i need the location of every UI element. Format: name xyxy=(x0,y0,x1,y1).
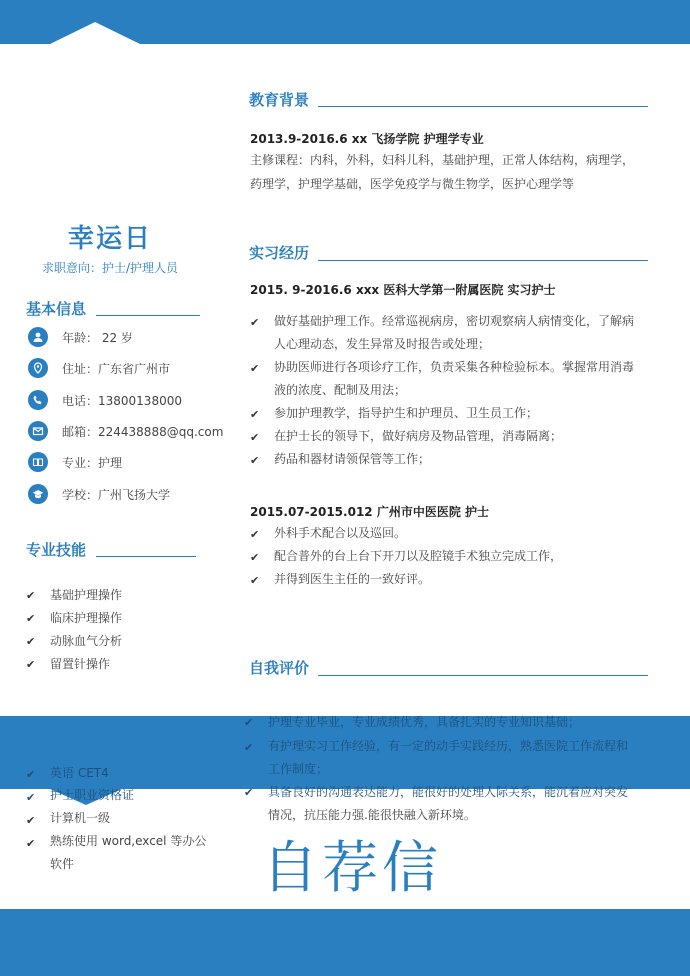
check-icon: ✔ xyxy=(26,589,36,602)
other-skill-item: 英语 CET4 xyxy=(50,766,109,780)
internship-line: 参加护理教学，指导护生和护理员、卫生员工作； xyxy=(274,406,539,420)
location-icon xyxy=(28,358,48,378)
info-address xyxy=(28,357,170,379)
check-icon: ✔ xyxy=(250,362,260,375)
info-age-text: 年龄： 22 岁 xyxy=(62,330,133,345)
check-icon: ✔ xyxy=(244,716,254,729)
self-eval-line: 工作制度； xyxy=(268,762,329,776)
check-icon: ✔ xyxy=(26,791,36,804)
check-icon: ✔ xyxy=(26,658,36,671)
internship-line: 外科手术配合以及巡回。 xyxy=(274,526,407,540)
check-icon: ✔ xyxy=(250,551,260,564)
graduation-cap-icon xyxy=(28,484,48,504)
footer-band xyxy=(0,909,690,976)
basic-info-title: 基本信息 xyxy=(26,300,87,318)
self-eval-title: 自我评价 xyxy=(249,659,310,677)
internship-line: 液的浓度、配制及用法； xyxy=(274,383,407,397)
candidate-name: 幸运日 xyxy=(67,224,152,254)
check-icon: ✔ xyxy=(26,635,36,648)
internship-divider xyxy=(318,260,648,261)
education-title: 教育背景 xyxy=(249,91,310,109)
info-phone-text: 电话：13800138000 xyxy=(62,393,182,408)
info-major-text: 专业：护理 xyxy=(62,455,123,470)
info-age xyxy=(28,326,133,348)
check-icon: ✔ xyxy=(250,528,260,541)
skills-title: 专业技能 xyxy=(26,541,87,559)
internship-line: 配合普外的台上台下开刀以及腔镜手术独立完成工作， xyxy=(274,549,563,563)
check-icon: ✔ xyxy=(244,786,254,799)
skill-item: 临床护理操作 xyxy=(50,611,123,625)
info-email-text: 邮箱：224438888@qq.com xyxy=(62,424,224,439)
info-school xyxy=(28,483,170,505)
other-skill-item: 熟练使用 word,excel 等办公 xyxy=(50,834,207,848)
user-icon xyxy=(28,327,48,347)
check-icon: ✔ xyxy=(250,454,260,467)
education-courses-line: 药理学，护理学基础，医学免疫学与微生物学，医护心理学等 xyxy=(250,177,575,191)
self-eval-line: 情况，抗压能力强.能很快融入新环境。 xyxy=(268,808,476,822)
skills-divider xyxy=(96,556,196,557)
info-phone xyxy=(28,389,182,411)
internship-entry-head: 2015.07-2015.012 广州市中医医院 护士 xyxy=(250,505,489,519)
check-icon: ✔ xyxy=(250,316,260,329)
self-eval-divider xyxy=(318,675,648,676)
basic-info-divider xyxy=(96,315,200,316)
check-icon: ✔ xyxy=(26,612,36,625)
self-eval-line: 护理专业毕业，专业成绩优秀，具备扎实的专业知识基础； xyxy=(268,715,581,729)
other-skill-item: 软件 xyxy=(50,857,75,871)
self-eval-line: 有护理实习工作经验，有一定的动手实践经历，熟悉医院工作流程和 xyxy=(268,739,629,753)
skill-item: 留置针操作 xyxy=(50,657,111,671)
internship-line: 协助医师进行各项诊疗工作，负责采集各种检验标本。掌握常用消毒 xyxy=(274,360,635,374)
check-icon: ✔ xyxy=(250,431,260,444)
internship-line: 人心理动态，发生异常及时报告或处理； xyxy=(274,337,491,351)
check-icon: ✔ xyxy=(26,837,36,850)
info-email xyxy=(28,420,223,442)
job-intent: 求职意向：护士/护理人员 xyxy=(41,261,179,275)
other-skill-item: 计算机一级 xyxy=(50,811,111,825)
mail-icon xyxy=(28,421,48,441)
info-address-text: 住址：广东省广州市 xyxy=(62,361,171,376)
internship-line: 药品和器材请领保管等工作； xyxy=(274,452,431,466)
header-notch xyxy=(50,22,140,44)
education-divider xyxy=(318,106,648,107)
book-icon xyxy=(28,452,48,472)
check-icon: ✔ xyxy=(26,768,36,781)
phone-icon xyxy=(28,390,48,410)
internship-line: 在护士长的领导下，做好病房及物品管理，消毒隔离； xyxy=(274,429,563,443)
other-skill-item: 护士职业资格证 xyxy=(50,788,135,802)
internship-entry-head: 2015. 9-2016.6 xxx 医科大学第一附属医院 实习护士 xyxy=(250,283,556,297)
check-icon: ✔ xyxy=(250,574,260,587)
self-eval-line: 具备良好的沟通表达能力，能很好的处理人际关系，能沉着应对突发 xyxy=(268,785,629,799)
education-courses-line: 主修课程：内科，外科，妇科儿科，基础护理，正常人体结构，病理学， xyxy=(250,153,635,167)
cover-letter-title: 自荐信 xyxy=(262,836,442,901)
skill-item: 基础护理操作 xyxy=(50,588,123,602)
check-icon: ✔ xyxy=(250,408,260,421)
education-head: 2013.9-2016.6 xx 飞扬学院 护理学专业 xyxy=(250,132,484,146)
info-major xyxy=(28,451,122,473)
check-icon: ✔ xyxy=(26,814,36,827)
internship-line: 做好基础护理工作。经常巡视病房，密切观察病人病情变化，了解病 xyxy=(274,314,635,328)
skill-item: 动脉血气分析 xyxy=(50,634,123,648)
internship-line: 并得到医生主任的一致好评。 xyxy=(274,572,431,586)
info-school-text: 学校：广州飞扬大学 xyxy=(62,487,171,502)
internship-title: 实习经历 xyxy=(249,244,310,262)
check-icon: ✔ xyxy=(244,741,254,754)
